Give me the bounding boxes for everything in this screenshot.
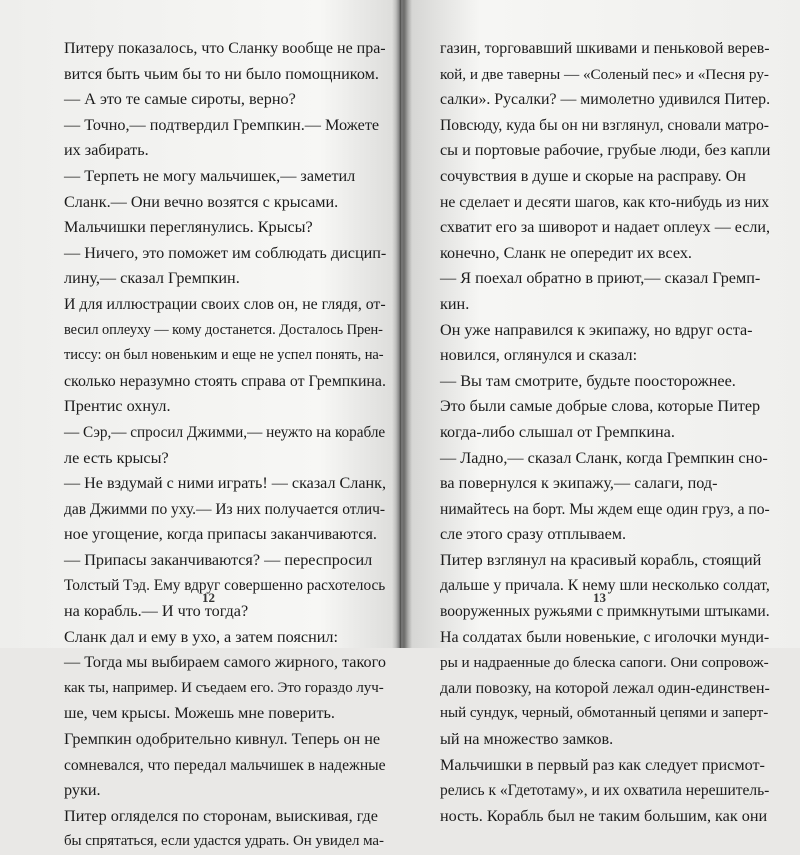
text-line: — Точно,— подтвердил Гремпкин.— Можете bbox=[64, 115, 380, 134]
text-line: весил оплеуху — кому достанется. Досталось Прен- bbox=[64, 321, 383, 338]
text-line: — Не вздумай с ними играть! — сказал Сланк, bbox=[64, 475, 386, 493]
text-line: не сделает и десяти шагов, как кто-нибудь из них bbox=[440, 193, 770, 211]
text-line: ле есть крысы? bbox=[64, 448, 169, 467]
text-line: ное угощение, когда припасы заканчиваются. bbox=[64, 525, 377, 544]
text-line: — Я поехал обратно в приют,— сказал Гремп- bbox=[440, 269, 761, 288]
text-line: нимайтесь на борт. Мы ждем еще один груз, а по- bbox=[440, 500, 770, 518]
text-line: вится быть чьим бы то ни было помощником. bbox=[64, 64, 379, 83]
text-line: Сланк дал и ему в ухо, а затем пояснил: bbox=[64, 627, 338, 646]
text-line: как ты, например. И съедаем его. Это гораздо луч- bbox=[64, 679, 384, 696]
text-line: Прентис охнул. bbox=[64, 397, 171, 416]
text-line: релись к «Гдетотаму», и их охватила нерешитель- bbox=[440, 782, 770, 800]
text-line: сочувствия в душе и скорые на расправу. Он bbox=[440, 166, 746, 185]
text-line: — Вы там смотрите, будьте поосторожнее. bbox=[440, 371, 736, 390]
text-line: — Ладно,— сказал Сланк, когда Гремпкин сно- bbox=[440, 448, 768, 467]
text-line: руки. bbox=[64, 781, 101, 800]
text-line: кой, и две таверны — «Соленый пес» и «Песня ру- bbox=[440, 65, 769, 83]
left-page-text bbox=[64, 36, 386, 855]
text-line: кин. bbox=[440, 294, 470, 313]
text-line: — Терпеть не могу мальчишек,— заметил bbox=[64, 166, 356, 185]
text-line: дальше у причала. К нему шли несколько солдат, bbox=[440, 577, 770, 595]
text-line: ый на множество замков. bbox=[440, 730, 614, 749]
text-line: схватит его за шиворот и надает оплеух — если, bbox=[440, 219, 770, 237]
text-line: Питеру показалось, что Сланку вообще не пра- bbox=[64, 40, 386, 57]
text-line: лину,— сказал Гремпкин. bbox=[64, 269, 240, 288]
text-line: ный сундук, черный, обмотанный цепями и заперт- bbox=[440, 705, 769, 722]
right-page bbox=[400, 0, 800, 825]
text-line: сле этого сразу отплываем. bbox=[440, 525, 627, 544]
text-line: Мальчишки в первый раз как следует присмот- bbox=[440, 755, 765, 774]
right-page-text bbox=[440, 36, 770, 829]
text-line: дали повозку, на которой лежал один-единствен- bbox=[440, 679, 770, 697]
text-line: вооруженных ружьями с примкнутыми штыками. bbox=[440, 603, 770, 621]
text-line: — А это те самые сироты, верно? bbox=[64, 90, 296, 109]
text-line: сомневался, что передал мальчишек в надежные bbox=[64, 756, 386, 774]
text-line: Гремпкин одобрительно кивнул. Теперь он не bbox=[64, 730, 381, 749]
text-line: Толстый Тэд. Ему вдруг совершенно расхотелось bbox=[64, 577, 386, 595]
text-line: сы и портовые рабочие, грубые люди, без капли bbox=[440, 141, 771, 160]
text-line: На солдатах были новенькие, с иголочки мунди- bbox=[440, 628, 770, 646]
text-line: И для иллюстрации своих слов он, не глядя, от- bbox=[64, 295, 386, 313]
text-line: Он уже направился к экипажу, но вдруг оста- bbox=[440, 320, 753, 339]
text-line: конечно, Сланк не опередит их всех. bbox=[440, 243, 692, 262]
text-line: Питер взглянул на красивый корабль, стоящий bbox=[440, 550, 762, 569]
text-line: ше, чем крысы. Можешь мне поверить. bbox=[64, 704, 335, 723]
left-page-number: 12 bbox=[202, 590, 215, 605]
text-line: их забирать. bbox=[64, 141, 149, 160]
text-line: — Тогда мы выбираем самого жирного, такого bbox=[64, 653, 386, 672]
text-line: — Ничего, это поможет им соблюдать дисцип- bbox=[64, 243, 387, 262]
text-line: ва повернулся к экипажу,— салаги, под- bbox=[440, 474, 718, 493]
text-line: ры и надраенные до блеска сапоги. Они сопровож- bbox=[440, 654, 769, 672]
text-line: Питер огляделся по сторонам, выискивая, где bbox=[64, 806, 378, 825]
text-line: тиссу: он был новеньким и еще не успел понять, на- bbox=[64, 347, 384, 364]
text-line: — Сэр,— спросил Джимми,— неужто на корабле bbox=[64, 423, 386, 441]
right-page-number: 13 bbox=[593, 590, 606, 605]
left-page bbox=[0, 0, 400, 850]
text-line: салки». Русалки? — мимолетно удивился Питер. bbox=[440, 91, 771, 109]
text-line: Повсюду, куда бы он ни взглянул, сновали матро- bbox=[440, 116, 769, 134]
text-line: Сланк.— Они вечно возятся с крысами. bbox=[64, 192, 339, 211]
text-line: дав Джимми по уху.— Из них получается отлич- bbox=[64, 500, 386, 518]
text-line: Мальчишки переглянулись. Крысы? bbox=[64, 218, 313, 237]
text-line: когда-либо слышал от Гремпкина. bbox=[440, 422, 675, 441]
text-line: — Припасы заканчиваются? — переспросил bbox=[64, 550, 373, 569]
text-line: Это были самые добрые слова, которые Питер bbox=[440, 397, 761, 416]
text-line: бы спрятаться, если удастся удрать. Он увидел ма- bbox=[64, 833, 384, 850]
text-line: на корабль.— И что тогда? bbox=[64, 602, 249, 621]
text-line: новился, оглянулся и сказал: bbox=[440, 346, 638, 365]
text-line: ность. Корабль был не таким большим, как они bbox=[440, 806, 768, 825]
text-line: газин, торговавший шкивами и пеньковой верев- bbox=[440, 40, 770, 57]
text-line: сколько неразумно стоять справа от Гремпкина. bbox=[64, 372, 386, 390]
